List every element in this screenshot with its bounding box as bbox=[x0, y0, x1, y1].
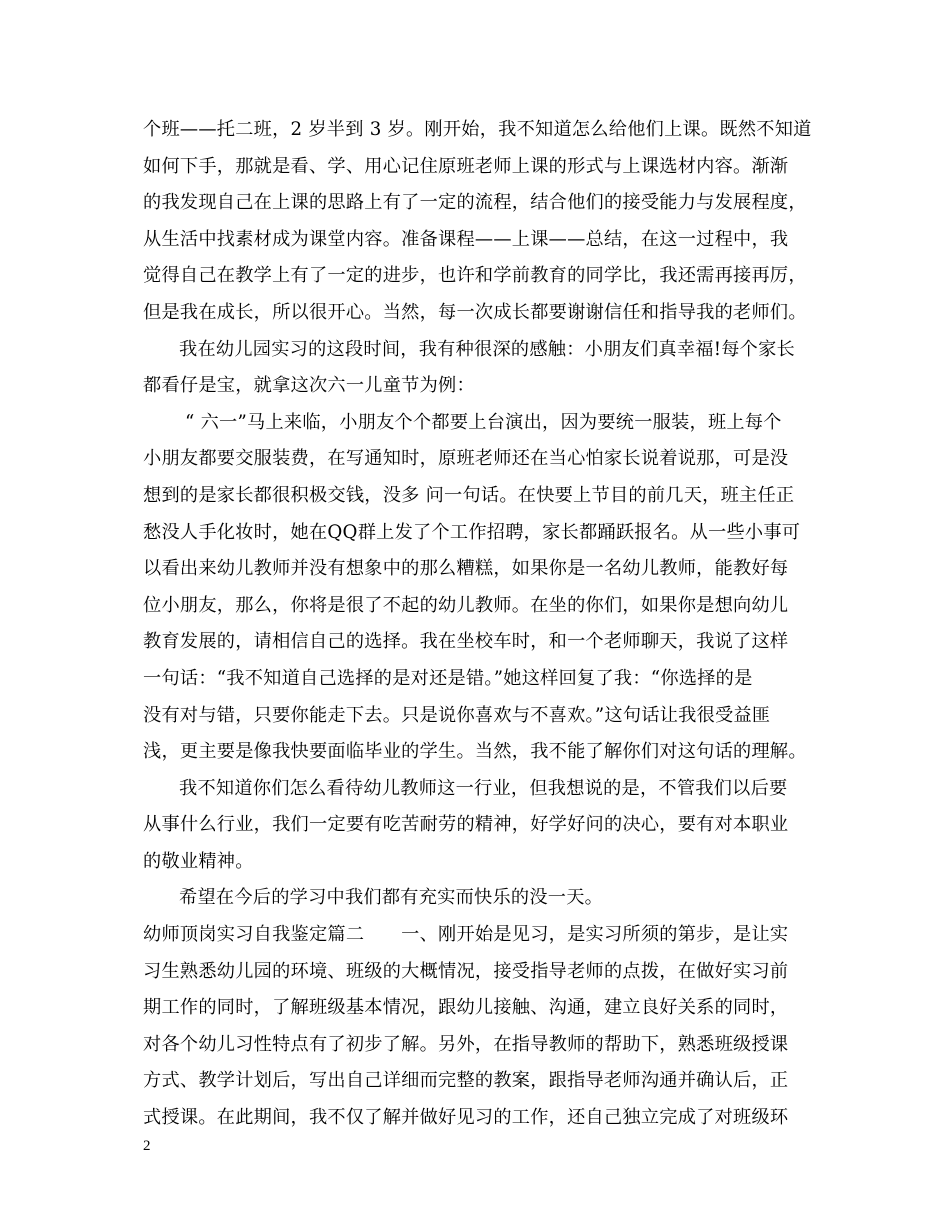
text-line: 的敬业精神。 bbox=[143, 850, 254, 872]
text-line: 教育发展的，请相信自己的选择。我在坐校车时，和一个老师聊天，我说了这样 bbox=[143, 631, 789, 653]
text-line: 式授课。在此期间，我不仅了解并做好见习的工作，还自己独立完成了对班级环 bbox=[143, 1107, 789, 1129]
text-line: 从事什么行业，我们一定要有吃苦耐劳的精神，好学好问的决心，要有对本职业 bbox=[143, 814, 789, 836]
text-line: 位小朋友，那么，你将是很了不起的幼儿教师。在坐的你们，如果你是想向幼儿 bbox=[143, 594, 789, 616]
text-line: 方式、教学计划后，写出自己详细而完整的教案，跟指导老师沟通并确认后，正 bbox=[143, 1070, 789, 1092]
text-line: 想到的是家长都很积极交钱，没多 问一句话。在快要上节目的前几天，班主任正 bbox=[143, 484, 795, 506]
text-line: 个班——托二班，2 岁半到 3 岁。刚开始，我不知道怎么给他们上课。既然不知道 bbox=[143, 119, 812, 140]
paragraph-start-line: 我在幼儿园实习的这段时间，我有种很深的感触：小朋友们真幸福!每个家长 bbox=[179, 338, 795, 360]
text-line: 如何下手，那就是看、学、用心记住原班老师上课的形式与上课选材内容。渐渐 bbox=[143, 155, 789, 177]
section-heading-line: 幼师顶岗实习自我鉴定篇二 一、刚开始是见习，是实习所须的第步，是让实 bbox=[143, 924, 789, 946]
text-line: 浅，更主要是像我快要面临毕业的学生。当然，我不能了解你们对这句话的理解。 bbox=[143, 741, 807, 763]
text-line: 但是我在成长，所以很开心。当然，每一次成长都要谢谢信任和指导我的老师们。 bbox=[143, 301, 807, 323]
text-line: 期工作的同时，了解班级基本情况，跟幼儿接触、沟通，建立良好关系的同时， bbox=[143, 997, 789, 1019]
page-number: 2 bbox=[143, 1138, 151, 1154]
text-line: 没有对与错，只要你能走下去。只是说你喜欢与不喜欢。”这句话让我很受益匪 bbox=[143, 704, 771, 726]
text-line: 习生熟悉幼儿园的环境、班级的大概情况，接受指导老师的点拨，在做好实习前 bbox=[143, 960, 789, 982]
paragraph-start-line: “ 六一”马上来临，小朋友个个都要上台演出，因为要统一服装，班上每个 bbox=[185, 411, 782, 433]
body-text bbox=[143, 112, 833, 1137]
paragraph-start-line: 我不知道你们怎么看待幼儿教师这一行业，但我想说的是，不管我们以后要 bbox=[179, 777, 788, 799]
text-line: 以看出来幼儿教师并没有想象中的那么糟糕，如果你是一名幼儿教师，能教好每 bbox=[143, 558, 789, 580]
text-line: 愁没人手化妆时，她在QQ群上发了个工作招聘，家长都踊跃报名。从一些小事可 bbox=[143, 521, 801, 543]
text-line: 从生活中找素材成为课堂内容。准备课程——上课——总结，在这一过程中，我 bbox=[143, 228, 789, 250]
text-line: 一句话：“我不知道自己选择的是对还是错。”她这样回复了我：“你选择的是 bbox=[143, 667, 753, 689]
text-line: 的我发现自己在上课的思路上有了一定的流程，结合他们的接受能力与发展程度， bbox=[143, 192, 807, 214]
text-line: 小朋友都要交服装费，在写通知时，原班老师还在当心怕家长说着说那，可是没 bbox=[143, 448, 789, 470]
text-line: 都看仔是宝，就拿这次六一儿童节为例： bbox=[143, 375, 475, 397]
paragraph-start-line: 希望在今后的学习中我们都有充实而快乐的没一天。 bbox=[179, 887, 604, 909]
text-line: 对各个幼儿习性特点有了初步了解。另外，在指导教师的帮助下，熟悉班级授课 bbox=[143, 1033, 789, 1055]
text-line: 觉得自己在教学上有了一定的进步，也许和学前教育的同学比，我还需再接再厉， bbox=[143, 265, 807, 287]
